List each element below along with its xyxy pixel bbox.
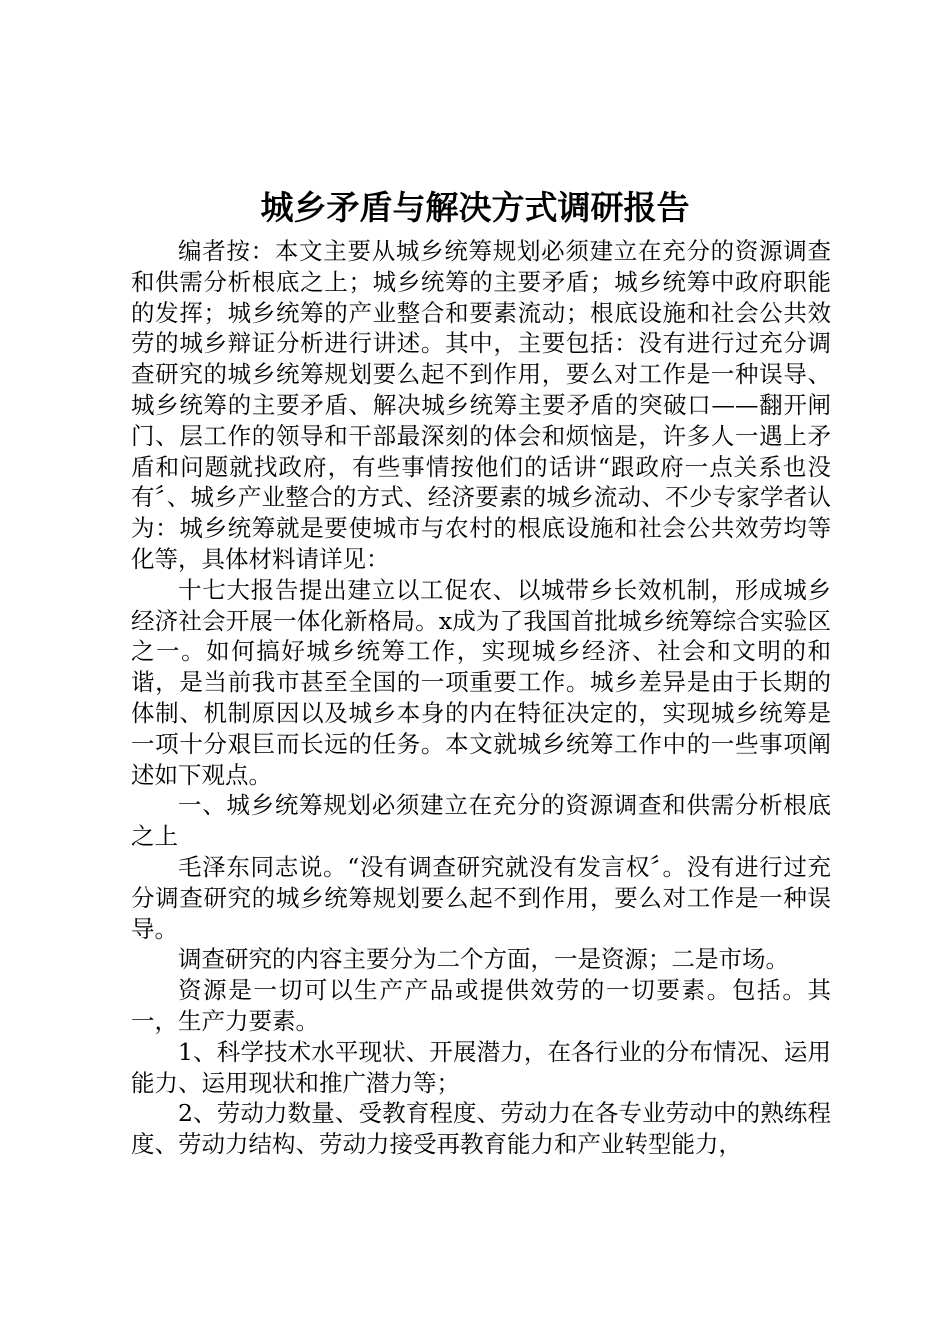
list-item: 2、劳动力数量、受教育程度、劳动力在各专业劳动中的熟练程度、劳动力结构、劳动力接受再教育能力和产业转型能力， xyxy=(131,1099,831,1159)
paragraph: 资源是一切可以生产产品或提供效劳的一切要素。包括。其一，生产力要素。 xyxy=(131,976,831,1035)
document-title: 城乡矛盾与解决方式调研报告 xyxy=(260,188,690,227)
list-item: 1、科学技术水平现状、开展潜力，在各行业的分布情况、运用能力、运用现状和推广潜力等； xyxy=(131,1037,831,1097)
paragraph: 毛泽东同志说。“没有调查研究就没有发言权〞。没有进行过充分调查研究的城乡统筹规划要么起不到作用，要么对工作是一种误导。 xyxy=(131,852,831,943)
paragraph: 十七大报告提出建立以工促农、以城带乡长效机制，形成城乡经济社会开展一体化新格局。x成为了我国首批城乡统筹综合实验区之一。如何搞好城乡统筹工作，实现城乡经济、社会和文明的和谐，是当前我市甚至全国的一项重要工作。城乡差异是由于长期的体制、机制原因以及城乡本身的内在特征决定的，实现城乡统筹是一项十分艰巨而长远的任务。本文就城乡统筹工作中的一些事项阐述如下观点。 xyxy=(131,575,831,789)
section-heading: 一、城乡统筹规划必须建立在充分的资源调查和供需分析根底之上 xyxy=(131,791,831,851)
document-body xyxy=(131,236,831,1160)
paragraph-editor-note: 编者按：本文主要从城乡统筹规划必须建立在充分的资源调查和供需分析根底之上；城乡统筹的主要矛盾；城乡统筹中政府职能的发挥；城乡统筹的产业整合和要素流动；根底设施和社会公共效劳的城乡辩证分析进行讲述。其中，主要包括：没有进行过充分调查研究的城乡统筹规划要么起不到作用，要么对工作是一种误导、城乡统筹的主要矛盾、解决城乡统筹主要矛盾的突破口——翻开闸门、层工作的领导和干部最深刻的体会和烦恼是，许多人一遇上矛盾和问题就找政府，有些事情按他们的话讲“跟政府一点关系也没有〞、城乡产业整合的方式、经济要素的城乡流动、不少专家学者认为：城乡统筹就是要使城市与农村的根底设施和社会公共效劳均等化等，具体材料请详见： xyxy=(131,237,831,573)
paragraph: 调查研究的内容主要分为二个方面，一是资源；二是市场。 xyxy=(178,945,789,974)
